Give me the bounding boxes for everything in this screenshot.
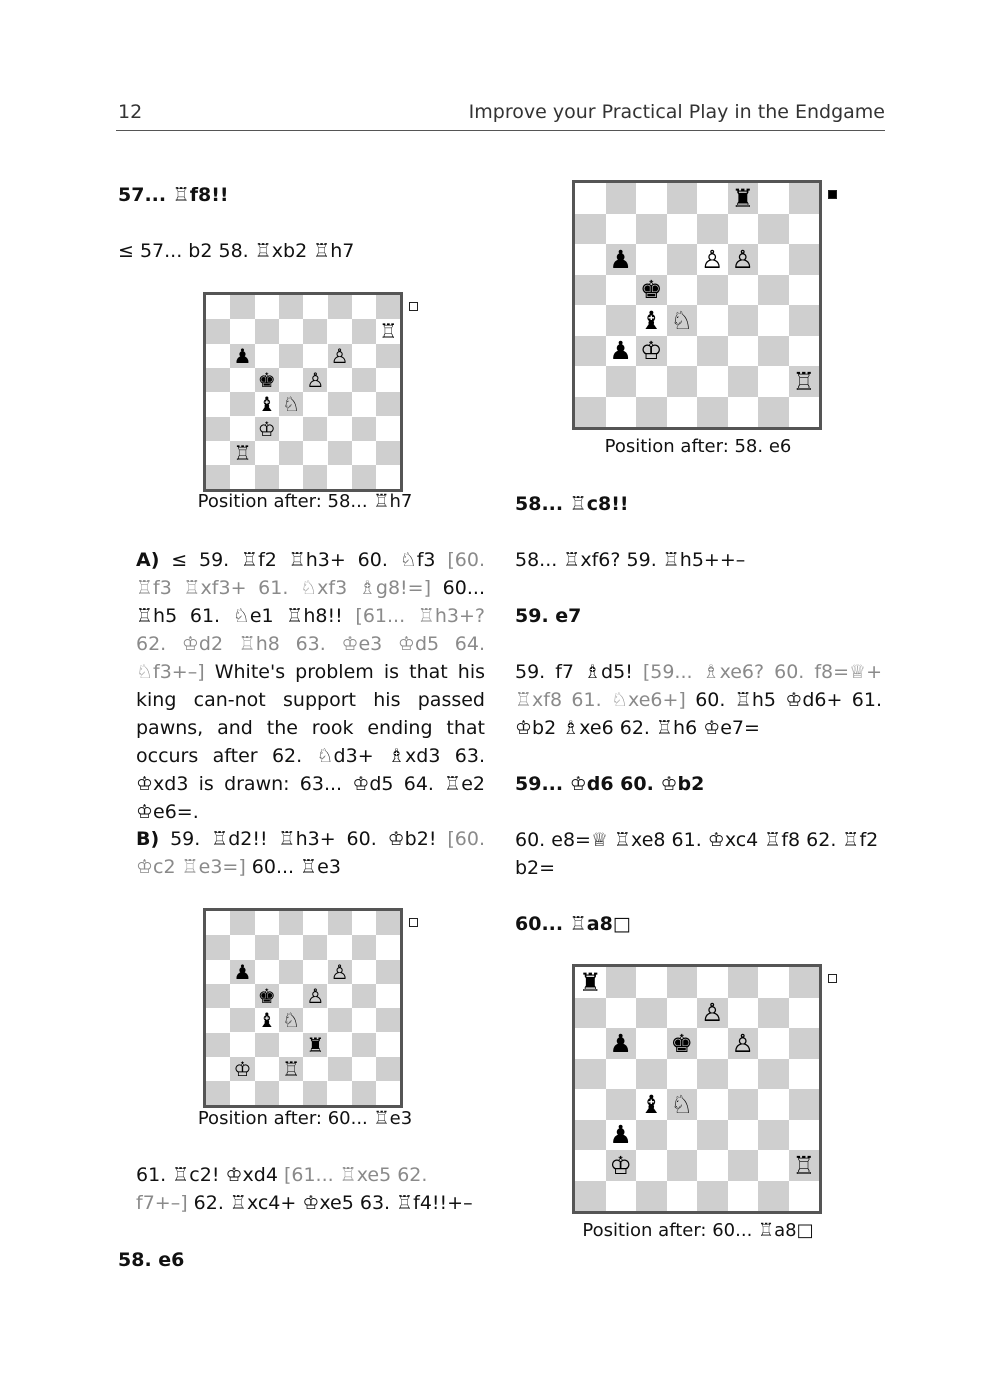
- board-square: [376, 417, 400, 441]
- board-square: [230, 984, 254, 1008]
- side-to-move-indicator: [828, 974, 837, 983]
- board-square: [636, 1028, 667, 1059]
- board-square: [575, 305, 606, 336]
- board-square: [758, 305, 789, 336]
- board-square: [575, 214, 606, 245]
- white-pawn-f6: ♙: [330, 959, 349, 984]
- black-king-d6: ♚: [670, 1028, 693, 1058]
- board-square: [575, 998, 606, 1029]
- board-square: [789, 214, 820, 245]
- board-square: [636, 1120, 667, 1151]
- black-pawn-b6: ♟: [233, 959, 252, 984]
- board-square: [789, 336, 820, 367]
- board-square: [230, 368, 254, 392]
- board-square: [279, 344, 303, 368]
- white-rook-h2: ♖: [792, 1150, 815, 1180]
- board-square: [328, 984, 352, 1008]
- board-square: [376, 392, 400, 416]
- board-square: [728, 1150, 759, 1181]
- board-square: [606, 366, 637, 397]
- board-square: [328, 319, 352, 343]
- board-square: [206, 1081, 230, 1105]
- move-61-line: 61. ♖c2! ♔xd4 [61... ♖xe5 62. f7+–] 62. ♖xc4+ ♔xe5 63. ♖f4!!+–: [136, 1164, 473, 1214]
- board-square: [376, 1008, 400, 1032]
- board-square: [279, 465, 303, 489]
- board-square: [758, 967, 789, 998]
- board-square: [575, 1181, 606, 1212]
- board-square: [206, 344, 230, 368]
- board-1-caption: Position after: 58... ♖h7: [197, 491, 413, 512]
- page-number: 12: [118, 101, 143, 123]
- black-bishop-c4: ♝: [640, 305, 663, 335]
- board-square: [230, 417, 254, 441]
- board-square: [789, 183, 820, 214]
- white-rook-b2: ♖: [233, 440, 252, 465]
- white-rook-h2: ♖: [792, 366, 815, 396]
- board-square: [758, 336, 789, 367]
- board-square: [667, 183, 698, 214]
- board-square: [728, 336, 759, 367]
- board-square: [376, 344, 400, 368]
- chess-board-2: [203, 908, 403, 1108]
- board-square: [303, 911, 327, 935]
- board-3-caption: Position after: 58. e6: [604, 436, 792, 457]
- board-square: [303, 295, 327, 319]
- board-square: [667, 998, 698, 1029]
- black-king-c5: ♚: [257, 984, 276, 1009]
- board-square: [697, 366, 728, 397]
- black-king-c5: ♚: [257, 368, 276, 393]
- move-60-reply: 60... ♖a8□: [515, 913, 631, 935]
- side-to-move-indicator: [409, 918, 418, 927]
- board-square: [230, 911, 254, 935]
- board-square: [758, 1150, 789, 1181]
- board-square: [376, 960, 400, 984]
- board-square: [279, 960, 303, 984]
- board-square: [728, 967, 759, 998]
- board-square: [758, 998, 789, 1029]
- board-square: [303, 417, 327, 441]
- board-square: [303, 1008, 327, 1032]
- board-square: [667, 366, 698, 397]
- board-square: [230, 1081, 254, 1105]
- black-rook-f8: ♜: [731, 183, 754, 213]
- move-60-alternative: 60. e8=♕ ♖xe8 61. ♔xc4 ♖f8 62. ♖f2 b2=: [515, 829, 879, 879]
- board-square: [376, 441, 400, 465]
- board-square: [206, 417, 230, 441]
- board-square: [606, 1181, 637, 1212]
- chess-board-3: [572, 180, 822, 430]
- black-pawn-b6: ♟: [609, 244, 632, 274]
- white-pawn-f6: ♙: [731, 1028, 754, 1058]
- move-57-heading: 57... ♖f8!!: [118, 184, 229, 206]
- board-square: [636, 998, 667, 1029]
- board-square: [376, 911, 400, 935]
- white-king-b2: ♔: [233, 1056, 252, 1081]
- board-square: [376, 368, 400, 392]
- board-square: [575, 244, 606, 275]
- board-square: [697, 1059, 728, 1090]
- board-square: [352, 344, 376, 368]
- board-square: [697, 397, 728, 428]
- move-57-alternative: ≤ 57... b2 58. ♖xb2 ♖h7: [118, 240, 355, 262]
- board-square: [279, 1033, 303, 1057]
- board-square: [206, 1008, 230, 1032]
- board-square: [376, 1057, 400, 1081]
- white-knight-d4: ♘: [282, 392, 300, 417]
- board-square: [328, 1033, 352, 1057]
- board-square: [303, 319, 327, 343]
- board-square: [255, 319, 279, 343]
- running-header-title: Improve your Practical Play in the Endgame: [468, 101, 885, 123]
- white-pawn-e5: ♙: [306, 984, 325, 1009]
- board-square: [328, 911, 352, 935]
- board-square: [303, 465, 327, 489]
- board-square: [206, 295, 230, 319]
- board-square: [206, 911, 230, 935]
- board-square: [206, 465, 230, 489]
- board-square: [728, 1059, 759, 1090]
- board-square: [376, 1081, 400, 1105]
- board-square: [352, 368, 376, 392]
- board-square: [303, 935, 327, 959]
- board-square: [352, 911, 376, 935]
- board-square: [303, 441, 327, 465]
- chess-board-1: [203, 292, 403, 492]
- white-knight-d4: ♘: [670, 1089, 693, 1119]
- board-square: [303, 1057, 327, 1081]
- black-bishop-c4: ♝: [257, 1008, 276, 1033]
- black-pawn-b3: ♟: [609, 336, 632, 366]
- board-square: [697, 1120, 728, 1151]
- board-square: [328, 441, 352, 465]
- board-square: [352, 319, 376, 343]
- board-square: [206, 441, 230, 465]
- board-2-caption: Position after: 60... ♖e3: [197, 1108, 413, 1129]
- board-square: [575, 1059, 606, 1090]
- board-square: [230, 295, 254, 319]
- black-king-c5: ♚: [640, 275, 663, 305]
- variation-b: B) 59. ♖d2!! ♖h3+ 60. ♔b2! [60. ♔c2 ♖e3=] 60... ♖e3: [136, 828, 485, 878]
- board-square: [352, 1081, 376, 1105]
- board-square: [352, 417, 376, 441]
- move-58-reply: 58... ♖c8!!: [515, 493, 629, 515]
- board-square: [328, 1008, 352, 1032]
- board-square: [575, 1120, 606, 1151]
- board-square: [697, 305, 728, 336]
- board-square: [606, 397, 637, 428]
- board-square: [728, 305, 759, 336]
- board-square: [328, 1057, 352, 1081]
- board-square: [279, 319, 303, 343]
- board-square: [352, 1008, 376, 1032]
- board-square: [667, 1059, 698, 1090]
- white-knight-d4: ♘: [670, 305, 693, 335]
- white-knight-d4: ♘: [282, 1008, 300, 1033]
- board-square: [255, 911, 279, 935]
- board-square: [789, 397, 820, 428]
- move-58-alternative: 58... ♖xf6? 59. ♖h5++–: [515, 549, 746, 571]
- board-square: [667, 244, 698, 275]
- board-square: [728, 1089, 759, 1120]
- board-square: [575, 366, 606, 397]
- board-square: [575, 1089, 606, 1120]
- board-square: [606, 967, 637, 998]
- board-square: [789, 244, 820, 275]
- board-square: [697, 1028, 728, 1059]
- board-square: [697, 214, 728, 245]
- board-square: [230, 465, 254, 489]
- board-square: [279, 441, 303, 465]
- board-square: [575, 1028, 606, 1059]
- white-king-b2: ♔: [609, 1150, 632, 1180]
- board-square: [352, 984, 376, 1008]
- board-square: [575, 397, 606, 428]
- board-square: [758, 275, 789, 306]
- board-square: [728, 998, 759, 1029]
- board-square: [376, 984, 400, 1008]
- board-square: [758, 1120, 789, 1151]
- black-bishop-c4: ♝: [257, 392, 276, 417]
- board-square: [636, 397, 667, 428]
- board-square: [303, 960, 327, 984]
- black-bishop-c4: ♝: [640, 1089, 663, 1119]
- board-square: [230, 935, 254, 959]
- board-square: [636, 1181, 667, 1212]
- board-square: [352, 465, 376, 489]
- board-square: [667, 214, 698, 245]
- board-square: [697, 183, 728, 214]
- board-square: [206, 984, 230, 1008]
- board-square: [789, 1059, 820, 1090]
- board-square: [230, 392, 254, 416]
- board-square: [328, 295, 352, 319]
- board-square: [697, 336, 728, 367]
- board-square: [758, 1089, 789, 1120]
- board-square: [230, 319, 254, 343]
- move-58-heading: 58. e6: [118, 1249, 185, 1271]
- side-to-move-indicator: [409, 302, 418, 311]
- board-square: [728, 1120, 759, 1151]
- board-square: [279, 1081, 303, 1105]
- board-square: [789, 998, 820, 1029]
- board-square: [352, 295, 376, 319]
- board-square: [789, 967, 820, 998]
- board-square: [376, 295, 400, 319]
- board-square: [789, 1181, 820, 1212]
- board-square: [279, 417, 303, 441]
- board-square: [575, 275, 606, 306]
- board-square: [255, 295, 279, 319]
- board-square: [352, 935, 376, 959]
- black-pawn-b3: ♟: [609, 1120, 632, 1150]
- board-square: [206, 935, 230, 959]
- board-square: [636, 967, 667, 998]
- board-square: [206, 392, 230, 416]
- white-pawn-f6: ♙: [731, 244, 754, 274]
- board-square: [697, 1150, 728, 1181]
- board-square: [279, 295, 303, 319]
- board-square: [606, 214, 637, 245]
- white-king-c3: ♔: [257, 416, 276, 441]
- board-square: [758, 366, 789, 397]
- board-square: [728, 397, 759, 428]
- board-square: [303, 344, 327, 368]
- board-square: [728, 1181, 759, 1212]
- board-square: [352, 392, 376, 416]
- board-square: [758, 397, 789, 428]
- black-rook-e3: ♜: [306, 1032, 325, 1057]
- board-4-caption: Position after: 60... ♖a8□: [582, 1220, 814, 1241]
- variation-a: A) ≤ 59. ♖f2 ♖h3+ 60. ♘f3 [60. ♖f3 ♖xf3+ 61. ♘xf3 ♗g8!=] 60... ♖h5 61. ♘e1 ♖h8!! [61... ♖h3+? 62. ♔d2 ♖h8 63. ♔e3 ♔d5 64. ♘f3+–] White's problem is that his king can-not support his passed pawns, and the rook ending that occurs after 62. ♘d3+ ♗xd3 63. ♔xd3 is drawn: 63... ♔d5 64. ♖e2 ♔e6=.: [136, 549, 486, 823]
- board-square: [255, 935, 279, 959]
- board-square: [255, 1033, 279, 1057]
- board-square: [206, 1057, 230, 1081]
- board-square: [667, 967, 698, 998]
- board-square: [279, 911, 303, 935]
- board-square: [352, 1057, 376, 1081]
- board-square: [667, 397, 698, 428]
- board-square: [255, 344, 279, 368]
- board-square: [667, 275, 698, 306]
- board-square: [667, 336, 698, 367]
- board-square: [328, 1081, 352, 1105]
- black-pawn-b6: ♟: [609, 1028, 632, 1058]
- side-to-move-indicator: [828, 190, 837, 199]
- chess-board-4: [572, 964, 822, 1214]
- move-59-reply: 59... ♔d6 60. ♔b2: [515, 773, 705, 795]
- board-square: [328, 465, 352, 489]
- board-square: [789, 305, 820, 336]
- board-square: [758, 214, 789, 245]
- board-square: [697, 1089, 728, 1120]
- board-square: [206, 1033, 230, 1057]
- board-square: [352, 960, 376, 984]
- board-square: [606, 1089, 637, 1120]
- board-square: [636, 1059, 667, 1090]
- board-square: [636, 244, 667, 275]
- board-square: [758, 183, 789, 214]
- board-square: [728, 214, 759, 245]
- white-king-c3: ♔: [640, 336, 663, 366]
- board-square: [255, 1057, 279, 1081]
- board-square: [376, 465, 400, 489]
- board-square: [636, 366, 667, 397]
- white-pawn-e5: ♙: [306, 368, 325, 393]
- board-square: [789, 275, 820, 306]
- header-rule: [116, 130, 885, 131]
- board-square: [255, 960, 279, 984]
- board-square: [606, 1059, 637, 1090]
- board-square: [636, 214, 667, 245]
- black-pawn-b6: ♟: [233, 343, 252, 368]
- board-square: [667, 1120, 698, 1151]
- board-square: [636, 183, 667, 214]
- board-square: [758, 244, 789, 275]
- board-square: [728, 366, 759, 397]
- board-square: [697, 275, 728, 306]
- white-pawn-f6: ♙: [330, 343, 349, 368]
- white-pawn-e6: ♙: [701, 244, 724, 274]
- board-square: [575, 183, 606, 214]
- board-square: [575, 1150, 606, 1181]
- board-square: [606, 275, 637, 306]
- move-59-alternative: 59. f7 ♗d5! [59... ♗xe6? 60. f8=♕+ ♖xf8 61. ♘xe6+] 60. ♖h5 ♔d6+ 61. ♔b2 ♗xe6 62. ♖h6 ♔e7=: [515, 661, 883, 739]
- board-square: [206, 368, 230, 392]
- board-square: [697, 967, 728, 998]
- board-square: [758, 1181, 789, 1212]
- board-square: [279, 935, 303, 959]
- white-rook-d2: ♖: [282, 1056, 300, 1081]
- board-square: [789, 1089, 820, 1120]
- board-square: [376, 1033, 400, 1057]
- board-square: [352, 1033, 376, 1057]
- board-square: [279, 368, 303, 392]
- board-square: [328, 392, 352, 416]
- board-square: [303, 392, 327, 416]
- board-square: [789, 1120, 820, 1151]
- board-square: [255, 1081, 279, 1105]
- board-square: [206, 319, 230, 343]
- board-square: [255, 441, 279, 465]
- board-square: [255, 465, 279, 489]
- board-square: [606, 183, 637, 214]
- board-square: [667, 1181, 698, 1212]
- board-square: [606, 998, 637, 1029]
- board-square: [279, 984, 303, 1008]
- board-square: [376, 935, 400, 959]
- board-square: [328, 935, 352, 959]
- board-square: [328, 417, 352, 441]
- board-square: [758, 1028, 789, 1059]
- move-59-heading: 59. e7: [515, 605, 582, 627]
- white-pawn-e7: ♙: [701, 998, 724, 1028]
- board-square: [230, 1033, 254, 1057]
- board-square: [230, 1008, 254, 1032]
- board-square: [352, 441, 376, 465]
- board-square: [303, 1081, 327, 1105]
- board-square: [789, 1028, 820, 1059]
- board-square: [758, 1059, 789, 1090]
- board-square: [697, 1181, 728, 1212]
- rook-h7: ♖: [379, 319, 398, 344]
- board-square: [575, 336, 606, 367]
- board-square: [636, 1150, 667, 1181]
- board-square: [328, 368, 352, 392]
- board-square: [667, 1150, 698, 1181]
- black-rook-a8: ♜: [579, 967, 602, 997]
- board-square: [206, 960, 230, 984]
- board-square: [606, 305, 637, 336]
- board-square: [728, 275, 759, 306]
